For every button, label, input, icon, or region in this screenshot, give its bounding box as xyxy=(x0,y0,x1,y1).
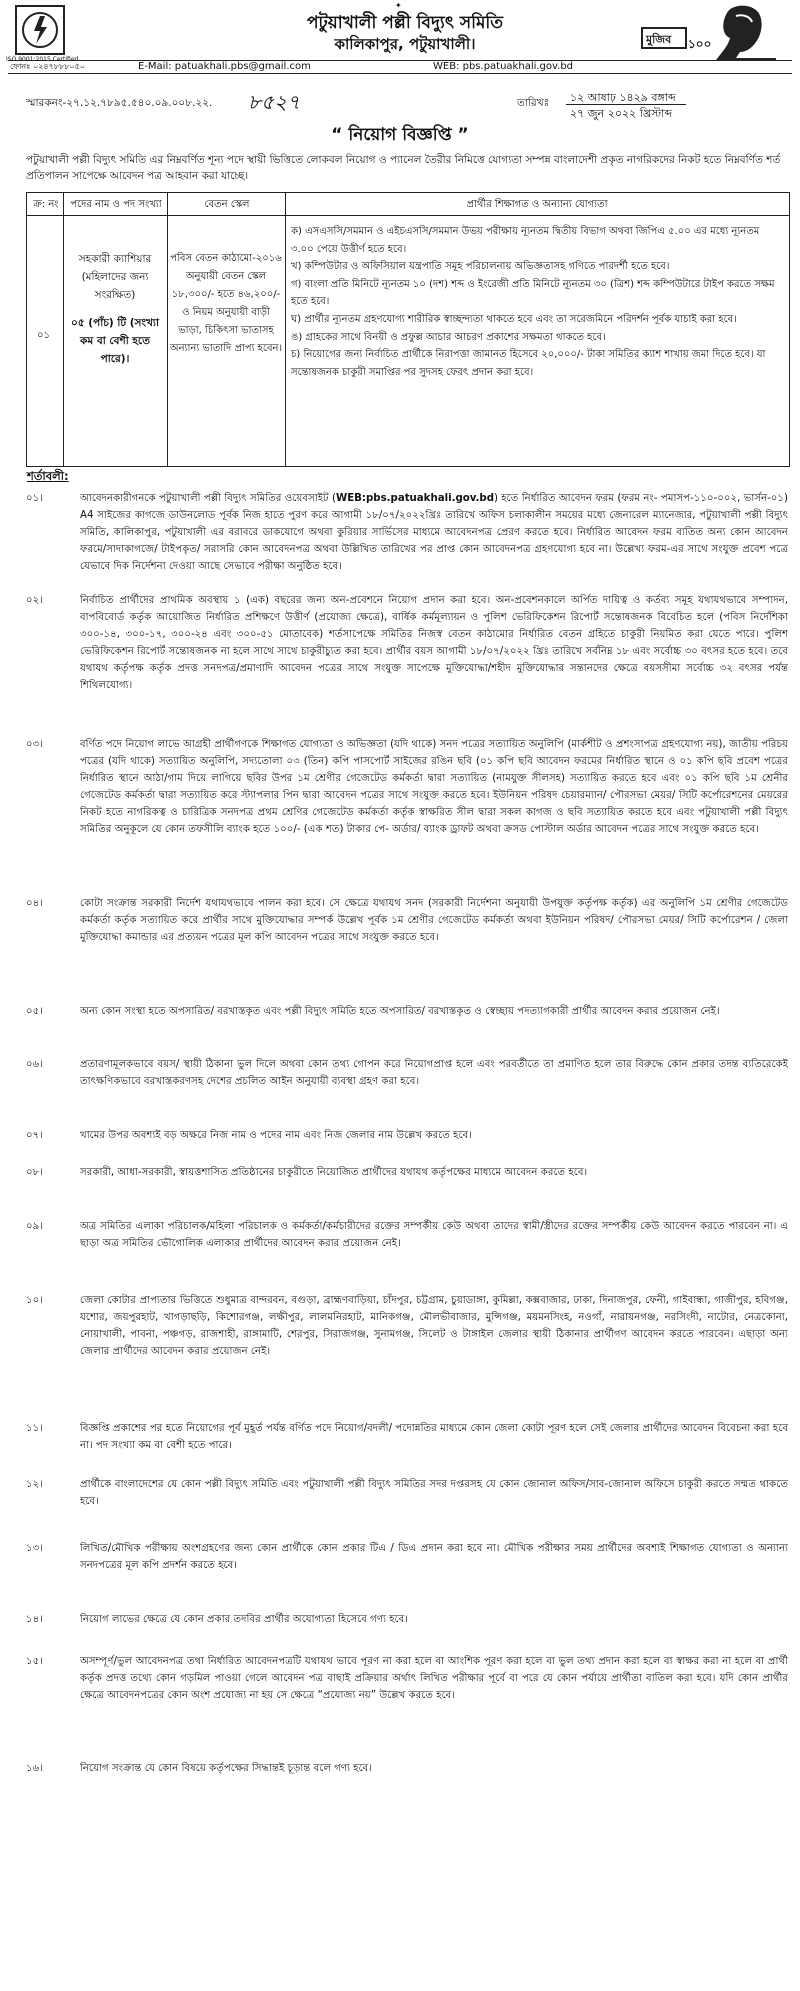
header-qualifications: প্রার্থীর শিক্ষাগত ও অন্যান্য যোগ্যতা xyxy=(466,199,608,210)
row-qualifications xyxy=(291,223,785,381)
table-divider xyxy=(167,193,168,466)
memo-reference: স্মারকনং-২৭.১২.৭৮৯৫.৫৪০.০৯.০০৮.২২. xyxy=(26,97,213,109)
crest-icon: ✦ xyxy=(395,1,402,10)
header-pay-scale: বেতন স্কেল xyxy=(204,199,250,210)
condition-number: ১১। xyxy=(26,1423,43,1434)
mujib-100-logo-icon xyxy=(636,2,786,60)
post-count: ০৫ (পাঁচ) টি (সংখ্যা কম বা বেশী হতে পারে)। xyxy=(70,317,159,365)
qualification-item: চ) নিয়োগের জন্য নির্বাচিত প্রার্থীকে নিরাপত্তা জামানত হিসেবে ২০,০০০/- টাকা সমিতির ক্যাশ শাখায় জমা দিতে হবে। যা সন্তোষজনক চাকুরী সমাপ্তির পর সুদসহ ফেরৎ প্রদান করা হবে। xyxy=(291,349,766,378)
website-link[interactable]: WEB:pbs.patuakhali.gov.bd xyxy=(335,493,494,504)
condition-number: ০৪। xyxy=(26,898,43,909)
intro-paragraph: পটুয়াখালী পল্লী বিদ্যুৎ সমিতি এর নিম্নবর্ণিত শূন্য পদে স্থায়ী ভিত্তিতে লোকবল নিয়োগ ও প্যানেল তৈরীর নিমিত্তে যোগ্যতা সম্পন্ন বাংলাদেশী প্রকৃত নাগরিকদের নিকট হতে নিম্নবর্ণিত শর্ত প্রতিপালন সাপেক্ষে আবেদন পত্র আহবান করা যাচ্ছে। xyxy=(26,154,781,182)
table-header-divider xyxy=(27,215,789,216)
condition-text: নিয়োগ সংক্রান্ত যে কোন বিষয়ে কর্তৃপক্ষের সিদ্ধান্তই চূড়ান্ত বলে গণ্য হবে। xyxy=(80,1763,372,1774)
condition-number: ১৬। xyxy=(26,1763,43,1774)
condition-text: বর্ণিত পদে নিয়োগ লাভে আগ্রহী প্রার্থীগণকে শিক্ষাগত যোগ্যতা ও অভিজ্ঞতা (যদি থাকে) সনদ পত্রের সত্যায়িত অনুলিপি (মার্কশীট ও প্রশংসাপত্র গ্রহণযোগ্য নয়), জাতীয় পরিচয় পত্রের (যদি থাকে) সত্যায়িত অনুলিপি, সদ্যতোলা ০৩ (তিন) কপি পাসপোর্ট সাইজের রঙিন ছবি (০১ কপি ছবি আবেদন ফরমের নির্ধারিত স্থানে ও ০১ কপি ছবি প্রবেশ পত্রের নির্ধারিত স্থানে আঠা/গাম দিয়ে লাগিয়ে ছবির উপর ১ম শ্রেণীর গেজেটেড কর্মকর্তা দ্বারা সত্যায়িত (নামযুক্ত সীলসহ) সত্যায়িত করতে হবে এবং ০১ কপি ছবি ১ম শ্রেনীর গেজেটেড কর্মকর্তা দ্বারা সত্যায়িত করে স্ট্যাপলার পিন দ্বারা আবেদন পত্রের সাথে সংযুক্ত করতে হবে। ইউনিয়ন পরিষদ চেয়ারম্যান/ পৌরসভা মেয়র/ সিটি কর্পোরেশনের মেয়রের নিকট হতে নাগরিকত্ব ও চারিত্রিক সনদপত্র প্রথম শ্রেণির গেজেটেড কর্মকর্তা কর্তৃক স্বাক্ষরিত সীল দ্বারা সকল কাগজ ও ছবি সত্যায়িত করতে হবে এবং পটুয়াখালী পল্লী বিদ্যুৎ সমিতির অনুকূলে যে কোন তফসীলি ব্যাংক হতে ১০০/- (এক শত) টাকার পে- অর্ডার/ ব্যাংক ড্রাফট অথবা ক্রসড পোস্টাল অর্ডার আবেদন পত্রের সাথে সংযুক্ত করতে হবে। xyxy=(80,739,788,835)
svg-text:মুজিব: মুজিব xyxy=(646,33,672,46)
table-divider xyxy=(63,193,64,466)
condition-number: ০৭। xyxy=(26,1130,43,1141)
row-post xyxy=(65,250,165,368)
condition-text: জেলা কোটার প্রাপ্যতার ভিত্তিতে শুধুমাত্র বান্দরবন, বগুড়া, ব্রাহ্মণবাড়িয়া, চাঁদপুর, চট্টগ্রাম, চুয়াডাঙ্গা, কুমিল্লা, কক্সবাজার, ঢাকা, দিনাজপুর, ফেনী, গাইবান্ধা, গাজীপুর, হবিগঞ্জ, যশোর, জয়পুরহাট, খাগড়াছড়ি, কিশোরগঞ্জ, লক্ষীপুর, লালমনিরহাট, মানিকগঞ্জ, মৌলভীবাজার, মুন্সিগঞ্জ, ময়মনসিংহ, নওগাঁ, নারায়নগঞ্জ, নরসিংদী, নাটোর, নেত্রকোনা, নোয়াখালী, পাবনা, পঞ্চগড়, রাজশাহী, রাঙ্গামাটি, শেরপুর, সিরাজগঞ্জ, সুনামগঞ্জ, সিলেট ও টাঙ্গাইল জেলার স্থায়ী ঠিকানার প্রার্থীগণ আবেদন করতে পারবেন। এছাড়া অন্য জেলার প্রার্থীদের আবেদন করার প্রয়োজন নেই। xyxy=(80,1295,788,1357)
header-post: পদের নাম ও পদ সংখ্যা xyxy=(70,199,162,210)
condition-text xyxy=(80,490,788,575)
condition-text: প্রার্থীকে বাংলাদেশের যে কোন পল্লী বিদ্যুৎ সমিতি এবং পটুয়াখালী পল্লী বিদ্যুৎ সমিতির সদর দপ্তরসহ যে কোন জোনাল অফিস/সাব-জোনাল অফিসে চাকুরী করতে সম্মত থাকতে হবে। xyxy=(80,1479,788,1507)
conditions-heading: শর্তাবলী: xyxy=(27,469,69,483)
qualification-item: ক) এসএসসি/সমমান ও এইচএসসি/সমমান উভয় পরীক্ষায় ন্যূনতম দ্বিতীয় বিভাগ অথবা জিপিএ ৫.০০ এর মধ্যে ন্যূনতম ৩.০০ পেয়ে উত্তীর্ণ হতে হবে। xyxy=(291,226,760,255)
qualification-item: গ) বাংলা প্রতি মিনিটে ন্যূনতম ১০ (দশ) শব্দ ও ইংরেজী প্রতি মিনিটে ন্যূনতম ৩০ (ত্রিশ) শব্দ কম্পিউটারে টাইপ করতে সক্ষম হতে হবে। xyxy=(291,278,775,308)
condition-text: বিজ্ঞপ্তি প্রকাশের পর হতে নিয়োগের পূর্ব মুহূর্ত পর্যন্ত বর্ণিত পদে নিয়োগ/বদলী/ পদোন্নতির মাধ্যমে কোন জেলা কোটা পূরণ হলে সেই জেলার প্রার্থীদের আবেদন বিবেচনা করা হবে না। পদ সংখ্যা কম বা বেশী হতে পারে। xyxy=(80,1423,788,1451)
condition-text-part: আবেদনকারীগনকে পটুয়াখালী পল্লী বিদ্যুৎ সমিতির ওয়েবসাইট ( xyxy=(80,493,336,504)
qualification-item: ঘ) প্রার্থীর ন্যূনতম গ্রহণযোগ্য শারীরিক স্বাচ্ছন্দ্যতা থাকতে হবে এবং তা সরেজমিনে পরিদর্শন পূর্বক যাচাই করা হবে। xyxy=(291,313,737,325)
website-address[interactable]: WEB: pbs.patuakhali.gov.bd xyxy=(433,61,574,72)
table-divider xyxy=(285,193,286,466)
condition-number: ০২। xyxy=(26,595,43,606)
svg-text:১০০: ১০০ xyxy=(688,37,712,51)
condition-text: সরকারী, আধা-সরকারী, স্বায়ত্তশাসিত প্রতিষ্ঠানের চাকুরীতে নিয়োজিত প্রার্থীদের যথাযথ কর্তৃপক্ষের মাধ্যমে আবেদন করতে হবে। xyxy=(80,1167,588,1178)
date-label: তারিখঃ xyxy=(517,97,550,109)
email-address[interactable]: E-Mail: patuakhali.pbs@gmail.com xyxy=(138,61,311,72)
row-pay-scale: পবিস বেতন কাঠামো-২০১৬ অনুযায়ী বেতন স্কেল ১৮,৩০০/- হতে ৪৬,২০০/- ও নিয়ম অনুযায়ী বাড়ী ভাড়া, চিকিৎসা ভাতাসহ অন্যান্য ভাতাদি প্রাপ্য হবেন। xyxy=(169,253,283,354)
condition-number: ১২। xyxy=(26,1479,43,1490)
condition-text: অসম্পূর্ণ/ভুল আবেদনপত্র তথা নির্ধারিত আবেদনপত্রটি যথাযথ ভাবে পূরণ না করা হলে বা আংশিক পূরণ করা হলে বা ভুল তথ্য প্রদান করা হলে বা স্বাক্ষর করা না হলে বা প্রার্থী কর্তৃক প্রদত্ত তথ্যে কোন গড়মিল পাওয়া গেলে আবেদন পত্র বাছাই প্রক্রিয়ার অর্থাৎ লিখিত পরীক্ষার পূর্বে বা পরে যে কোন পর্যায়ে প্রার্থীতা বাতিল করা হবে। যদি কোন প্রার্থীর ক্ষেত্রে আবেদনপত্রের কোন অংশ প্রযোজ্য না হয় সে ক্ষেত্রে “প্রযোজ্য নয়” উল্লেখ করতে হবে। xyxy=(80,1656,788,1701)
condition-text: নির্বাচিত প্রার্থীদের প্রাথমিক অবস্থায় ১ (এক) বছরের জন্য অন-প্রবেশনে নিয়োগ প্রদান করা হবে। অন-প্রবেশনকালে অর্পিত দায়িত্ব ও কর্তব্য সমূহ যথাযথভাবে সম্পাদন, বাপবিবোর্ড কর্তৃক আয়োজিত নির্ধারিত প্রশিক্ষণে উত্তীর্ণ (প্রযোজ্য ক্ষেত্রে), বার্ষিক কর্মমূল্যায়ন ও পুলিশ ভেরিফিকেশন রিপোর্ট সন্তোষজনক বিবেচিত হলে (পবিস নির্দেশিকা ৩০০-১৪, ৩০০-১৭, ৩০০-২৪ এবং ৩০০-৫১ মোতাবেক) শর্তসাপেক্ষে সমিতির নিজস্ব বেতন কাঠামোর নির্ধারিত বেতন গ্রহিতে চাকুরী নিয়মিত করা যেতে পারে। পুলিশ ভেরিফিকেশন রিপোর্ট সন্তোষজনক না হলে সাথে সাথে চাকুরীচ্যুত করা হবে। প্রার্থীর বয়স আগামী ১৮/০৭/২০২২ খ্রিঃ তারিখে সর্বনিম্ন ১৮ এবং সর্বোচ্চ ৩০ বৎসর হতে হবে। তবে যথাযথ কর্তৃপক্ষ কর্তৃক প্রদত্ত সনদপত্র/প্রমাণাদি আবেদন পত্রের সাথে সংযুক্ত সাপেক্ষে মুক্তিযোদ্ধা/শহীদ মুক্তিযোদ্ধার সন্তানদের ক্ষেত্রে বয়সসীমা সর্বোচ্চ ৩২ বৎসর পর্যন্ত শিথিলযোগ্য। xyxy=(80,595,788,691)
condition-text: প্রতারণামূলকভাবে বয়স/ স্থায়ী ঠিকানা ভুল দিলে অথবা কোন তথ্য গোপন করে নিয়োগপ্রাপ্ত হলে এবং পরবর্তীতে তা প্রমাণিত হলে তার বিরুদ্ধে কোন প্রকার তদন্ত ব্যতিরেকেই তাৎক্ষণিকভাবে বরখাস্তকরণসহ দেশের প্রচলিত আইন অনুযায়ী ব্যবস্থা গ্রহণ করা হবে। xyxy=(80,1059,788,1087)
condition-number: ১৩। xyxy=(26,1543,43,1554)
condition-number: ১৫। xyxy=(26,1656,43,1667)
condition-text: লিখিত/মৌখিক পরীক্ষায় অংশগ্রহণের জন্য কোন প্রার্থীকে কোন প্রকার টিএ / ডিএ প্রদান করা হবে না। মৌখিক পরীক্ষার সময় প্রার্থীদের অবশ্যই শিক্ষাগত যোগ্যতা ও অন্যান্য সনদপত্রের মূল কপি প্রদর্শন করতে হবে। xyxy=(80,1543,788,1571)
contact-bar xyxy=(8,60,792,74)
iso-certification: ISO 9001:2015 Certified xyxy=(6,56,79,63)
letterhead xyxy=(0,0,800,72)
condition-number: ০৮। xyxy=(26,1167,43,1178)
organization-address: কালিকাপুর, পটুয়াখালী। xyxy=(334,35,476,53)
condition-number: ০৫। xyxy=(26,1006,43,1017)
condition-text: কোটা সংক্রান্ত সরকারী নির্দেশ যথাযথভাবে পালন করা হবে। সে ক্ষেত্রে যথাযথ সনদ (সরকারী নির্দেশনা অনুযায়ী উপযুক্ত কর্তৃপক্ষ কর্তৃক) এর অনুলিপি ১ম শ্রেণীর গেজেটেড কর্মকর্তা কর্তৃক সত্যায়িত করে প্রার্থীর সাথে মুক্তিযোদ্ধার সম্পর্ক উল্লেখ পূর্বক ১ম শ্রেণীর গেজেটেড কর্মকর্তা অথবা ইউনিয়ন পরিষদ/ পৌরসভা মেয়র/ সিটি কর্পোরেশন / জেলা মুক্তিযোদ্ধা কমান্ডার এর প্রত্যয়ন পত্রের মূল কপি আবেদন পত্রের সাথে সংযুক্ত করতে হবে। xyxy=(80,898,788,943)
pbs-logo-icon xyxy=(14,4,66,56)
handwritten-memo-number: ৮৫২৭ xyxy=(248,90,300,114)
condition-text-part: ) হতে নির্ধারিত আবেদন ফরম (ফরম নং- পমাসপ-১১০-০০২, ভার্সন-০১) A4 সাইজের কাগজে ডাউনলোড পূর্বক নিজ হাতে পুরণ করে আগামী ১৮/০৭/২০২২খ্রিঃ তারিখে অফিস চলাকালীন সময়ের মধ্যে জেনারেল ম্যানেজার, পটুয়াখালী পল্লী বিদ্যুৎ সমিতি, কালিকাপুর, পটুয়াখালী এর বরাবরে ডাকযোগে অথবা কুরিয়ার সার্ভিসের মাধ্যমে আবেদনপত্র প্রেরণ করতে হবে। নির্ধারিত আবেদন ফরম ব্যতিত অন্য কোন আবেদন ফরমে/সাদাকাগজে/ টাইপকৃত/ সরাসরি কোন আবেদনপত্র অথবা উল্লিখিত তারিখের পর প্রাপ্ত কোন আবেদনপত্র গ্রহণযোগ্য হবে না। উল্লেখ্য ফরম-এর সাথে সংযুক্ত প্রবেশ পত্রে যেভাবে দিক নির্দেশনা দেওয়া আছে সেভাবে পরীক্ষা অনুষ্ঠিত হবে। xyxy=(80,493,789,572)
organization-name: পটুয়াখালী পল্লী বিদ্যুৎ সমিতি xyxy=(306,13,504,33)
condition-number: ০৬। xyxy=(26,1059,43,1070)
condition-number: ১০। xyxy=(26,1295,43,1306)
qualification-item: খ) কম্পিউটার ও অফিসিয়াল যন্ত্রপাতি সমূহ পরিচালনায় অভিজ্ঞতাসহ গণিতে পারদর্শী হতে হবে। xyxy=(291,261,670,273)
date-english: ২৭ জুন ২০২২ খ্রিস্টাব্দ xyxy=(570,107,673,120)
condition-text: অত্র সমিতির এলাকা পরিচালক/মহিলা পরিচালক ও কর্মকর্তা/কর্মচারীদের রক্তের সম্পর্কীয় কেউ অথবা তাদের স্বামী/স্ত্রীদের রক্তের সম্পর্কীয় কেউ আবেদন করতে পারবেন না। এ ছাড়া অত্র সমিতির ভৌগোলিক এলাকার প্রার্থীদের আবেদন করার প্রয়োজন নেই। xyxy=(80,1221,788,1249)
condition-number: ০৩। xyxy=(26,739,43,750)
date-bangla: ১২ আষাঢ় ১৪২৯ বঙ্গাব্দ xyxy=(570,91,676,104)
qualification-item: ঙ) গ্রাহকের সাথে বিনয়ী ও প্রফুল্ল আচার আচরণ প্রকাশের সক্ষমতা থাকতে হবে। xyxy=(291,331,606,343)
condition-text: খামের উপর অবশ্যই বড় অক্ষরে নিজ নাম ও পদের নাম এবং নিজ জেলার নাম উল্লেখ করতে হবে। xyxy=(80,1130,472,1141)
vacancy-table xyxy=(26,192,790,467)
row-serial: ০১ xyxy=(37,330,50,341)
notice-title: “ নিয়োগ বিজ্ঞপ্তি ” xyxy=(331,125,469,145)
condition-text: অন্য কোন সংস্থা হতে অপসারিত/ বরখাস্তকৃত এবং পল্লী বিদ্যুৎ সমিতি হতে অপসারিত/ বরখাস্তকৃত ও স্বেচ্ছায় পদত্যাগকারী প্রার্থীর আবেদন করার প্রয়োজন নেই। xyxy=(80,1006,720,1017)
phone-number: ফোনঃ ০২৪৭৮৮৮০৫০ xyxy=(10,62,85,71)
post-name: সহকারী ক্যাশিয়ার (মহিলাদের জন্য সংরক্ষিত) xyxy=(78,253,152,301)
condition-number: ১৪। xyxy=(26,1614,43,1625)
condition-number: ০৯। xyxy=(26,1221,43,1232)
condition-number: ০১। xyxy=(26,493,43,504)
header-serial: ক্র: নং xyxy=(33,199,59,210)
condition-text: নিয়োগ লাভের ক্ষেত্রে যে কোন প্রকার তদবির প্রার্থীর অযোগ্যতা হিসেবে গণ্য হবে। xyxy=(80,1614,408,1625)
